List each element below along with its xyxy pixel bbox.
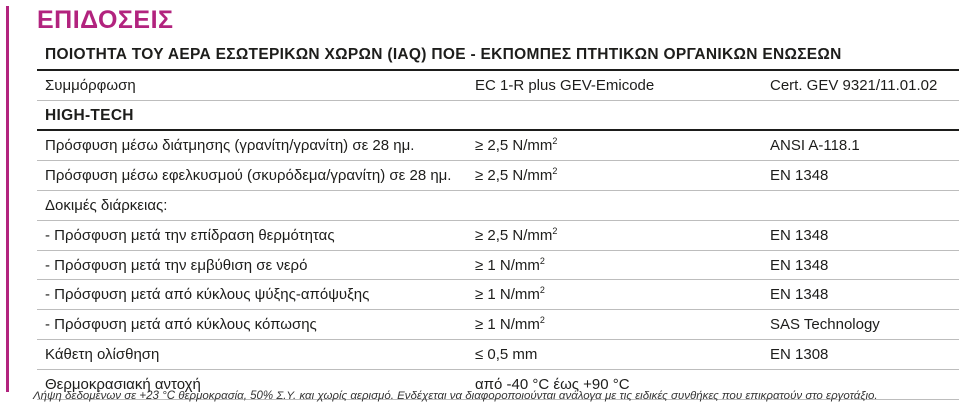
performance-table [37, 40, 959, 400]
iaq-header-row [37, 40, 959, 71]
row-label: Δοκιμές διάρκειας: [45, 196, 168, 214]
row-value: ≤ 0,5 mm [475, 345, 538, 363]
table-row [37, 251, 959, 281]
table-row [37, 280, 959, 310]
row-label: - Πρόσφυση μετά την εμβύθιση σε νερό [45, 256, 308, 274]
row-label: - Πρόσφυση μετά από κύκλους κόπωσης [45, 316, 317, 334]
row-label: Πρόσφυση μέσω εφελκυσμού (σκυρόδεμα/γρανίτη) σε 28 ημ. [45, 167, 452, 185]
row-value: ≥ 2,5 $N/mm^2$ [475, 166, 558, 185]
row-standard: EN 1348 [770, 226, 829, 244]
table-row [37, 221, 959, 251]
accent-bar [6, 6, 9, 392]
row-label: - Πρόσφυση μετά την επίδραση θερμότητας [45, 226, 335, 244]
row-value: ≥ 1 $N/mm^2$ [475, 255, 545, 274]
row-standard: EN 1348 [770, 286, 829, 304]
table-row [37, 131, 959, 161]
row-standard: EN 1348 [770, 167, 829, 185]
table-row [37, 310, 959, 340]
table-row [37, 340, 959, 370]
hightech-section-row [37, 101, 959, 132]
row-label: Θερμοκρασιακή αντοχή [45, 375, 201, 393]
page-title: ΕΠΙΔΟΣΕΙΣ [37, 6, 174, 34]
row-label: Συμμόρφωση [45, 76, 136, 94]
table-row [37, 161, 959, 191]
row-label: Πρόσφυση μέσω διάτμησης (γρανίτη/γρανίτη) σε 28 ημ. [45, 137, 415, 155]
footnote: Λήψη δεδομένων σε +23 °C θερμοκρασία, 50% Σ.Υ. και χωρίς αερισμό. Ενδέχεται να διαφοροποιούνται ανάλογα με τις ειδικές συνθήκες που επικρατούν στο εργοτάξιο. [33, 390, 878, 402]
section-title: HIGH-TECH [45, 106, 134, 124]
row-standard: Cert. GEV 9321/11.01.02 [770, 76, 938, 94]
row-standard: SAS Technology [770, 316, 880, 334]
row-label: Κάθετη ολίσθηση [45, 345, 160, 363]
row-standard: EN 1308 [770, 345, 829, 363]
row-value: ≥ 1 $N/mm^2$ [475, 285, 545, 304]
row-label: - Πρόσφυση μετά από κύκλους ψύξης-απόψυξης [45, 286, 370, 304]
row-value: ≥ 2,5 $N/mm^2$ [475, 225, 558, 244]
compliance-row [37, 71, 959, 101]
table-row [37, 191, 959, 221]
row-standard: EN 1348 [770, 256, 829, 274]
row-standard: ANSI A-118.1 [770, 137, 860, 155]
row-value: από -40 °C έως +90 °C [475, 375, 630, 393]
row-value: ≥ 1 $N/mm^2$ [475, 315, 545, 334]
row-value: ≥ 2,5 $N/mm^2$ [475, 136, 558, 155]
iaq-header: ΠΟΙΟΤΗΤΑ ΤΟΥ ΑΕΡΑ ΕΣΩΤΕΡΙΚΩΝ ΧΩΡΩΝ (IAQ) ΠΟΕ - ΕΚΠΟΜΠΕΣ ΠΤΗΤΙΚΩΝ ΟΡΓΑΝΙΚΩΝ ΕΝΩΣΕΩΝ [45, 46, 842, 63]
row-value: EC 1-R plus GEV-Emicode [475, 76, 655, 94]
